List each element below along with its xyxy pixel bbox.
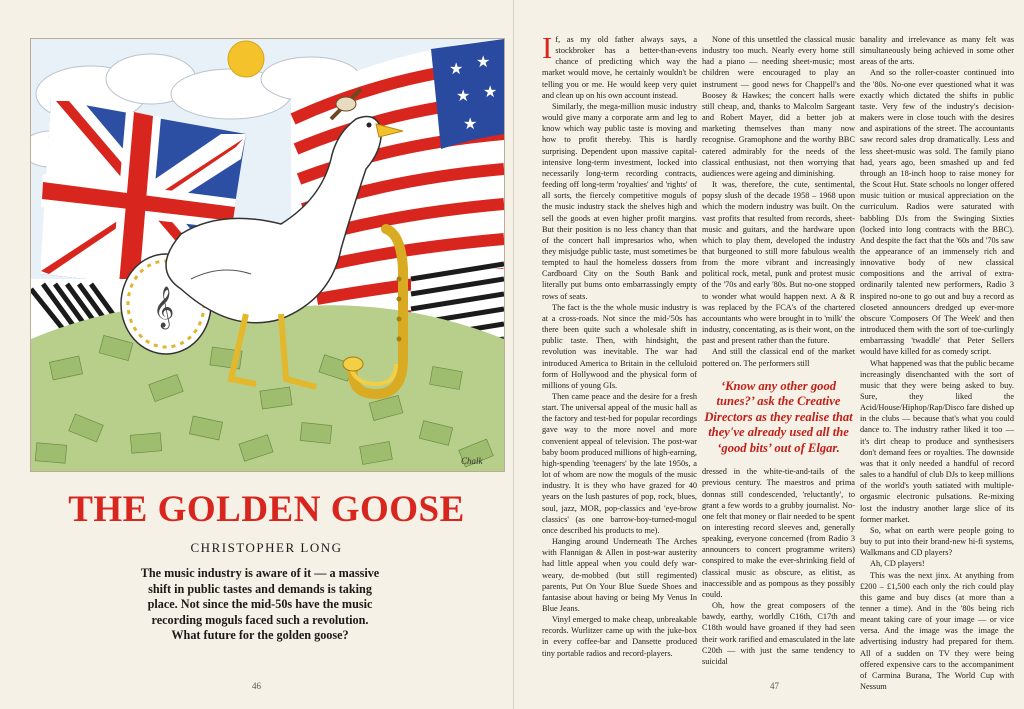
right-page bbox=[514, 0, 1024, 709]
pull-quote: ‘Know any other good tunes?’ ask the Creative Directors as they realise that they've already used all the ‘good bits’ out of Elgar. bbox=[704, 378, 853, 455]
article-title: THE GOLDEN GOOSE bbox=[68, 489, 465, 530]
paragraph: What happened was that the public became increasingly disenchanted with the sort of music that they were being asked to buy. Sure, they liked the Acid/House/Hiphop/Rap/Disco fare dished up in the clubs — because that's what you could dance to. The industry rather liked it too — it's dirt cheap to produce and synthesisers don't demand fees or royalties. The downside was that it only needed a handful of record sales to a handful of club DJs to keep millions of the world's youth satiated with multiple-orgasmic electronic pulsations. Re-mixing lost the industry another large slice of its former market. bbox=[860, 358, 1014, 524]
paragraph: Vinyl emerged to make cheap, unbreakable records. Wurlitzer came up with the juke-box in every coffee-bar and Dansette produced tiny portable radios and record-players. bbox=[542, 615, 697, 658]
paragraph: Oh, how the great composers of the bawdy, earthy, worldly C16th, C17th and C18th would have groaned if they had seen their work rarified and emasculated in the late C20th — with just the same tendency to suicidal bbox=[702, 601, 855, 666]
paragraph: And still the classical end of the market pottered on. The performers still bbox=[702, 347, 855, 368]
text-column-2 bbox=[702, 34, 855, 667]
svg-text:★: ★ bbox=[483, 84, 498, 101]
artist-signature: Chalk bbox=[461, 456, 483, 466]
banknote-pile bbox=[31, 303, 504, 471]
paragraph: This was the next jinx. At anything from £200 – £1,500 each only the rich could play this game and buy discs (at more than a tenner a time). And in the '80s being rich meant taking care of your image — or vice versa. And the image was the image the advertising industry had prepared for them. All of a sudden on TV they were being offered expensive cars to the accompaniment of Carmina Burana, The World Cup with Nessum bbox=[860, 570, 1014, 692]
text-column-1 bbox=[542, 30, 697, 659]
paragraph: Then came peace and the desire for a fresh start. The universal appeal of the music hall as the factory and test-bed for popular recordings gave way to the more novel and more convenient appeal of television. The post-war baby boom produced millions of high-earning, high-spending 'teenagers' by the late 1950s, a lot of whom are now the moguls of the music industry. It is they who have grazed for 40 years on the lush pastures of pop, rock, blues, soul, jazz, MOR, pop-classics and 'eye-brow classics' (as one barrow-boy-turned-mogul once described his products to me). bbox=[542, 392, 697, 535]
golden-goose-illustration bbox=[30, 38, 505, 472]
paragraph: If, as my old father always says, a stockbroker has a better-than-evens chance of predicting which way the market would move, he certainly wouldn't be telling you or me. He would keep very quiet and clean up on his own account instead. bbox=[542, 30, 697, 100]
illustration-artwork bbox=[31, 39, 504, 471]
page-number-right: 47 bbox=[770, 681, 779, 691]
standfirst: The music industry is aware of it — a massive shift in public tastes and demands is taking place. Not since the mid-50s have the music recording moguls faced such a revolution. What future for the golden goose? bbox=[140, 566, 380, 643]
paragraph: It was, therefore, the cute, sentimental, popsy slush of the decade 1958 – 1968 upon which the modern industry was built. On the vast profits that resulted from records, sheet-music and guitars, and the hardware upon which to play them, developed the industry that burgeoned to still more fabulous wealth from the more vibrant and increasingly political rock, metal, punk and protest music of the '70s and early '80s. But no-one stopped to wonder what would happen next. A & R was replaced by the FCA's of the chartered accountants who were brought in to 'milk' the industry, concentating, as is their wont, on the past and present rather than the future. bbox=[702, 180, 855, 346]
drop-cap: I bbox=[542, 30, 553, 65]
paragraph: Similarly, the mega-million music industry would give many a corporate arm and leg to know which way public taste is moving and how to profit thereby. This is hardly surprising. Dependent upon massive capital-intensive long-term investment, locked into necessarily long-term recording contracts, feeding off long-term 'royalties' and 'rights' of all sorts, the fiercely competitive moguls of the music industry stack the shelves high and sell the goods at even higher profit margins. But their position is no less chancy than that of the concert hall impresarios who, when they misjudge public taste, must sometimes be tempted to haul the homeless dossers from Cardboard City on the South Bank and literally put bums onto embarrassingly empty rows of seats. bbox=[542, 101, 697, 301]
paragraph: Ah, CD players! bbox=[870, 559, 925, 569]
svg-text:★: ★ bbox=[463, 116, 478, 133]
page-number-left: 46 bbox=[252, 681, 261, 691]
svg-text:𝄞: 𝄞 bbox=[153, 287, 175, 328]
svg-text:★: ★ bbox=[449, 61, 464, 78]
author-byline: CHRISTOPHER LONG bbox=[190, 540, 343, 555]
svg-text:★: ★ bbox=[456, 88, 471, 105]
paragraph: And so the roller-coaster continued into the '80s. No-one ever questioned what it was exactly which dictated the shifts in public taste. Very few of the industry's decision-makers were in close touch with the desires and aspirations of the street. The accountants saw record sales drop dramatically. Less and less sheet-music was sold. The family piano had, years ago, been smashed up and fed through an 18-inch hoop to raise money for the Scout Hut. State schools no longer offered music tuition or musical appreciation on the curriculum. Radios were saturated with babbling DJs from the Swinging Sixties (locked into long contracts with the BBC). And despite the fact that the '60s and '70s saw the appearance of an immensely rich and innovative body of new classical compositions and the arrival of extra-ordinarily talented new performers, Radio 3 inspired no-one to go out and buy a record as closeted announcers dredged up ever-more obscure 'Composers Of The Week' and then introduced them with the sort of toe-curlingly embarrassing 'twaddle' that Peter Sellers would have killed for as comedy script. bbox=[860, 68, 1014, 357]
paragraph: None of this unsettled the classical music industry too much. Nearly every home still had a piano — needing sheet-music; most children were encouraged to play an instrument — good news for Chappell's and Boosey & Hawkes; the concert halls were still cheap, and, thanks to Malcolm Sargeant and Robert Mayer, did a better job at marketing themselves than many now recognise. Gramophone and the worthy BBC catered admirably for the needs of the classical enthusiast, not then worrying that audiences were ageing and diminishing. bbox=[702, 35, 855, 178]
sun-shape bbox=[228, 41, 264, 77]
svg-text:★: ★ bbox=[476, 54, 491, 71]
paragraph: So, what on earth were people going to buy to put into their brand-new hi-fi systems, Walkmans and CD players? bbox=[860, 525, 1014, 558]
text-column-3 bbox=[860, 34, 1014, 692]
paragraph: dressed in the white-tie-and-tails of the previous century. The maestros and prima donnas still condescended, 'reluctantly', to grant a few words to a grubby journalist. No-one felt that money or flair needed to be spent on interesting record sleeves and, generally speaking, everyone concerned (from Radio 3 announcers to concert programme writers) conspired to make the ever-shrinking field of classical music as obscure, as elitist, as inaccessible and as pompous as they possibly could. bbox=[702, 467, 855, 599]
paragraph: Hanging around Underneath The Arches with Flannigan & Allen in post-war austerity had little appeal when you could defy war-weary, de-mobbed (but still regimented) parents, Put On Your Blue Suede Shoes and fantasise about having or being My Venus In Blue Jeans. bbox=[542, 537, 697, 613]
paragraph: banality and irrelevance as many felt was simultaneously being achieved in some other areas of the arts. bbox=[860, 35, 1014, 67]
paragraph: The fact is the the whole music industry is at a cross-roads. Not since the mid-'50s has there been quite such a wholesale shift in public taste. Then, with hindsight, the revolution was inevitable. The war had introduced America to Britain in the celluloid form of Hollywood and the physical form of millions of young GIs. bbox=[542, 302, 697, 390]
